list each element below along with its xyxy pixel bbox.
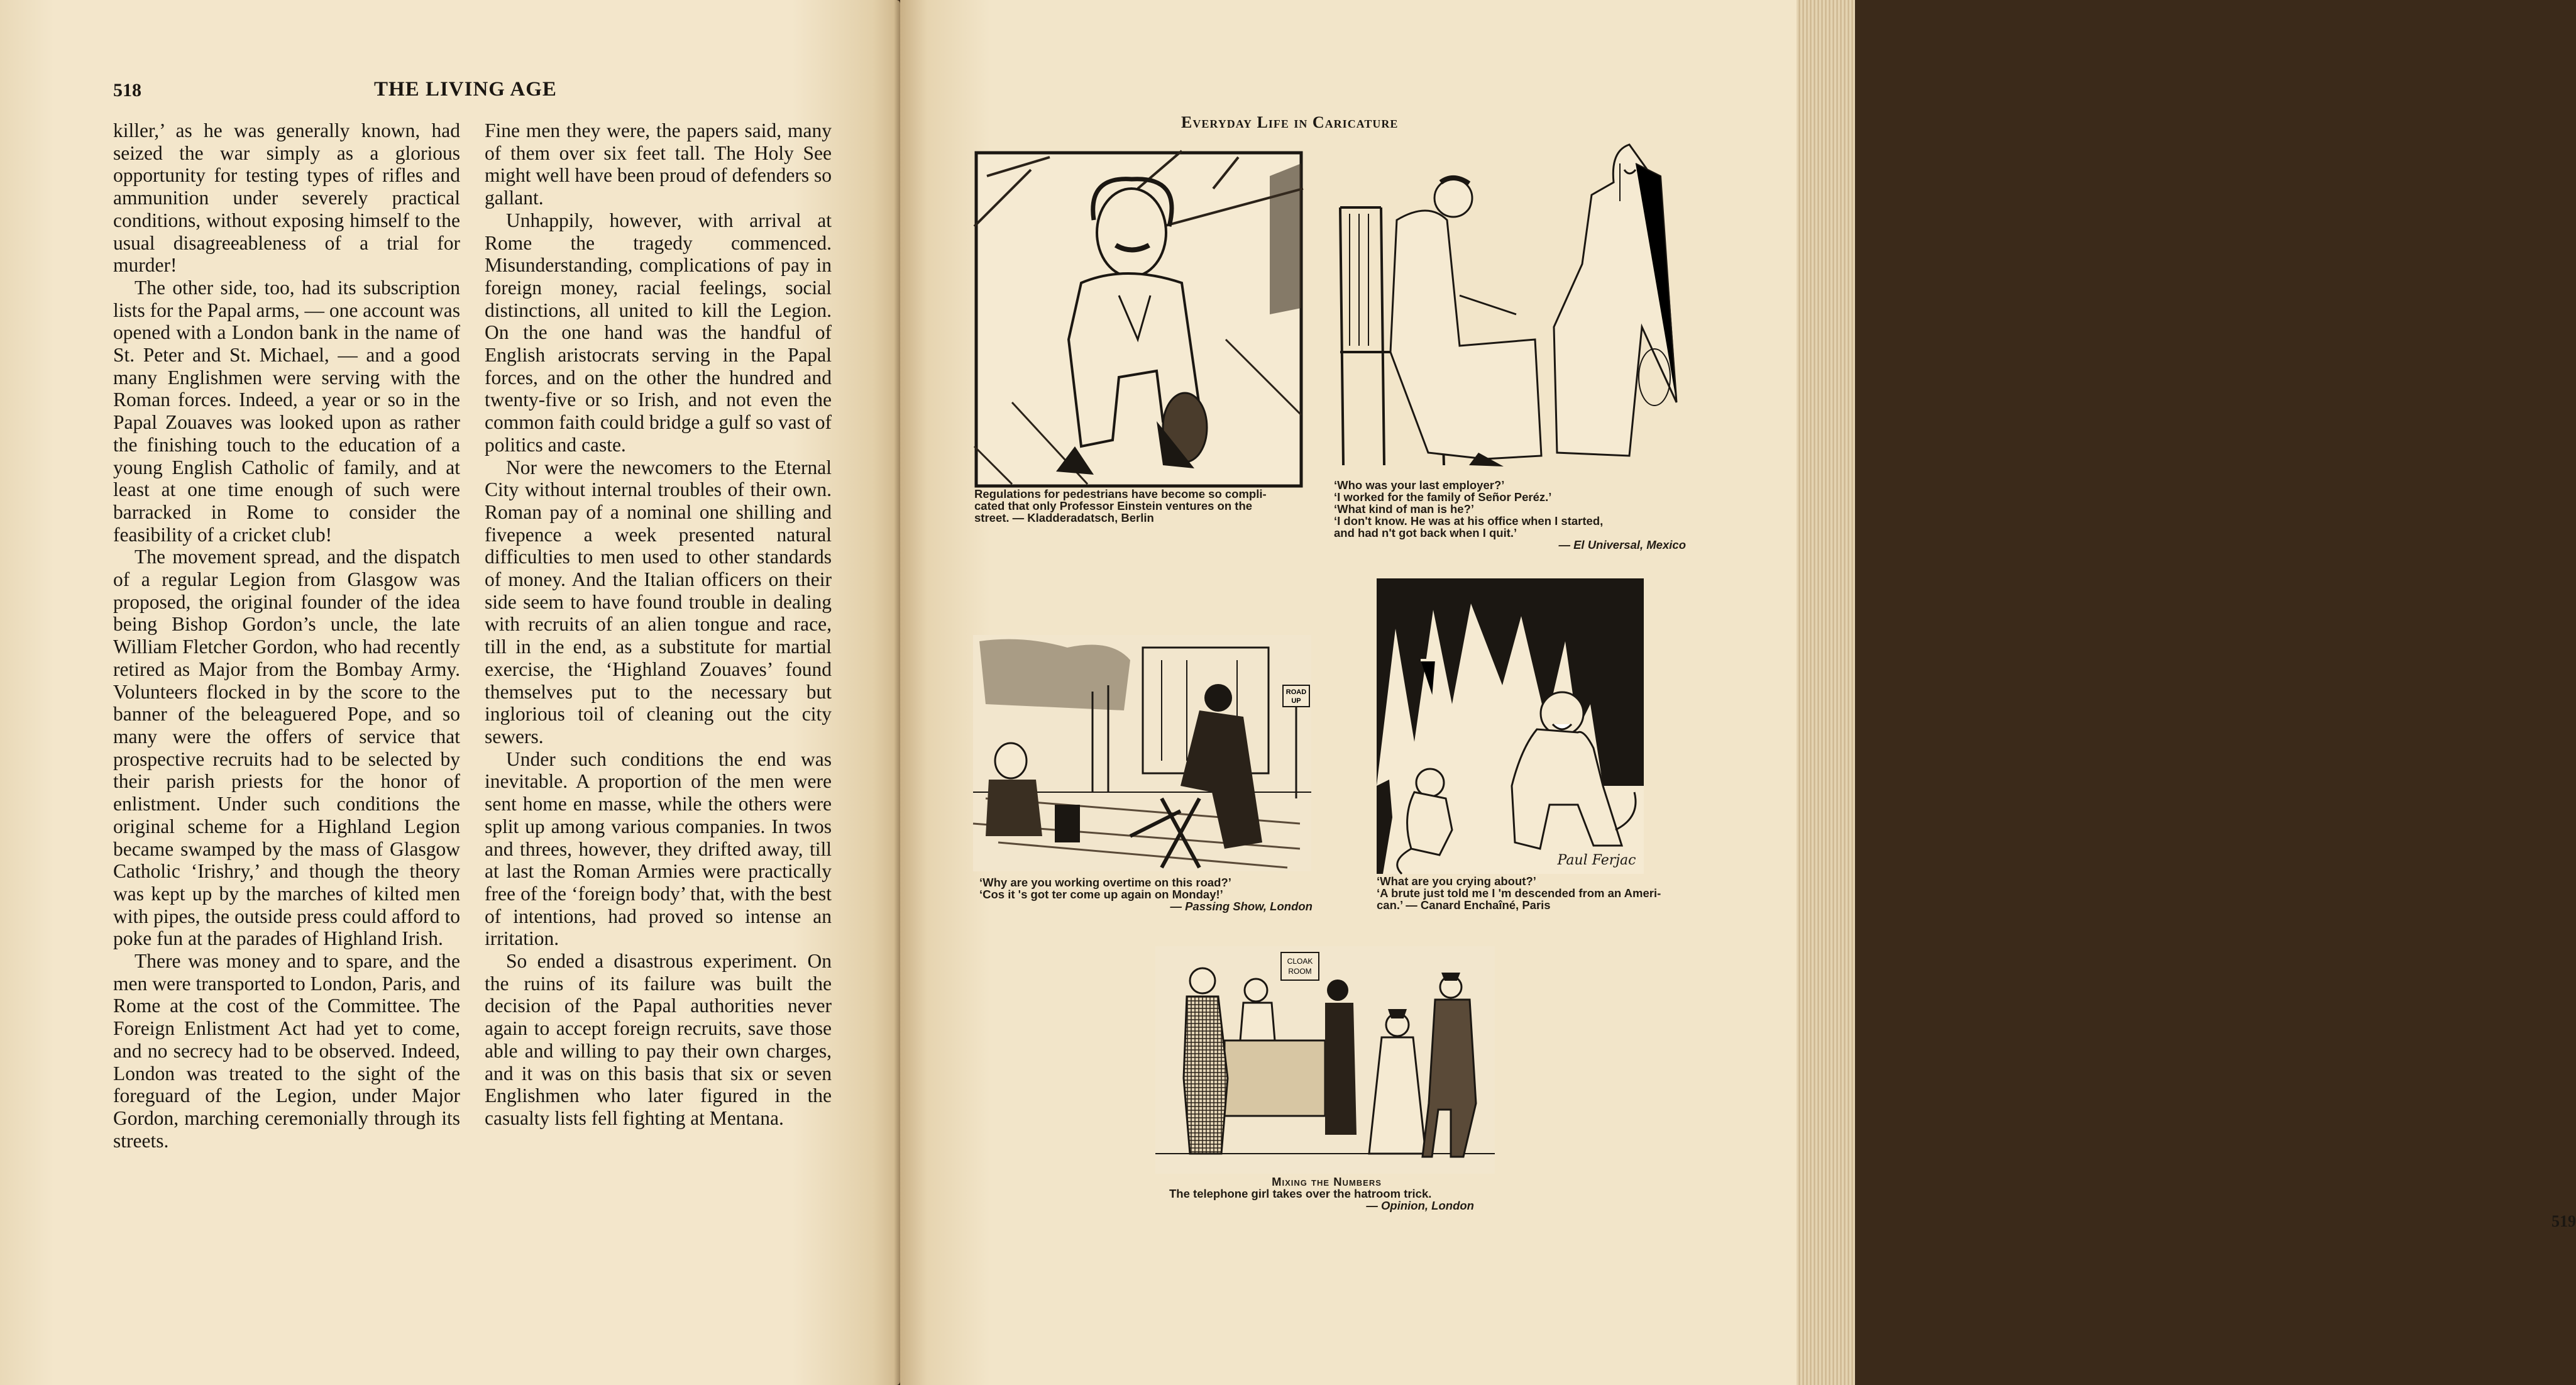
road-sign-line2: UP: [1291, 697, 1301, 705]
monkeys-illustration: [1377, 578, 1644, 874]
hatroom-caption-title: Mixing the Numbers: [1272, 1175, 1382, 1188]
hatroom-cartoon: [1155, 946, 1495, 1212]
einstein-caption: Regulations for pedestrians have become so compli- cated that only Professor Einstein ventures on the street. — Kladderadatsch, Berlin: [974, 487, 1267, 524]
einstein-illustration: [974, 151, 1303, 488]
einstein-cartoon: [974, 151, 1303, 524]
employer-caption: ‘Who was your last employer?’ ‘I worked for the family of Señor Peréz.’ ‘What kind of man is he?’ ‘I don't know. He was at his office when I started, and had n't got back when I quit.’ — El Universal, Mexico: [1334, 478, 1686, 551]
hatroom-caption: Mixing the Numbers The telephone girl takes over the hatroom trick. — Opinion, London: [1155, 1176, 1498, 1211]
text-column-1: [113, 119, 460, 1152]
section-heading: Everyday Life in Caricature: [1181, 113, 1399, 131]
paragraph: The other side, too, had its subscription lists for the Papal arms, — one account was opened with a London bank in the name of St. Peter and St. Michael, — and a good many Englishmen were serving with the Roman forces. Indeed, a year or so in the Papal Zouaves was looked upon as rather the finishing touch to the education of a young English Catholic of family, and at least at one time enough of such were barracked in Rome to consider the feasibility of a cricket club!: [113, 276, 460, 546]
artist-signature: Paul Ferjac: [1557, 853, 1636, 868]
hatroom-illustration: [1155, 946, 1495, 1174]
road-illustration: [973, 635, 1311, 871]
paragraph: The movement spread, and the dispatch of a regular Legion from Glasgow was proposed, the original founder of the idea being Bishop Gordon’s uncle, the late William Fletcher Gordon, who had recently retired as Major from the Bombay Army. Volunteers flocked in by the score to the banner of the beleaguered Pope, and so many were the offers of service that prospective recruits had to be selected by their parish priests for the honor of enlistment. Under such conditions the original scheme for a Highland Legion became swamped by the mass of Glasgow Catholic ‘Irishry,’ and though the theory was kept up by the marches of kilted men with pipes, the outside press could afford to poke fun at the parades of Highland Irish.: [113, 546, 460, 950]
paragraph: So ended a disastrous experiment. On the ruins of its failure was built the decision of the Papal authorities never again to accept foreign recruits, save those able and willing to pay their own charges, and it was on this basis that six or seven Englishmen who later figured in the casualty lists fell fighting at Mentana.: [485, 950, 832, 1129]
left-page: [0, 0, 900, 1385]
monkeys-caption: ‘What are you crying about?’ ‘A brute just told me I 'm descended from an Ameri- can.’ — Canard Enchaîné, Paris: [1377, 875, 1661, 912]
page-number-right: 519: [2551, 1212, 2576, 1230]
employer-illustration: [1334, 138, 1683, 475]
paragraph: Under such conditions the end was inevitable. A proportion of the men were sent home en masse, while the others were split up among various companies. In twos and threes, however, they drifted away, till at last the Roman Armies were practically free of the ‘foreign body’ that, with the best of intentions, had proved so intense an irritation.: [485, 748, 832, 950]
paragraph: Fine men they were, the papers said, many of them over six feet tall. The Holy See might well have been proud of defenders so gallant.: [485, 119, 832, 209]
road-sign-line1: ROAD: [1285, 688, 1307, 696]
paragraph: There was money and to spare, and the men were transported to London, Paris, and Rome at the cost of the Committee. The Foreign Enlistment Act had yet to come, and no secrecy had to be observed. Indeed, London was treated to the sight of the foreguard of the Legion, under Major Gordon, marching ceremonially through its streets.: [113, 950, 460, 1152]
cloakroom-sign-line1: CLOAK: [1287, 957, 1313, 966]
text-column-2: [485, 119, 832, 1130]
running-head: THE LIVING AGE: [374, 78, 557, 101]
cloakroom-sign-line2: ROOM: [1288, 967, 1312, 976]
page-edges: [1797, 0, 1855, 1385]
paragraph: Nor were the newcomers to the Eternal City without internal troubles of their own. Roman pay of a nominal one shilling and fivepence a week presented natural difficulties to men used to other standards of money. And the Italian officers on their side seem to have found trouble in dealing with recruits of an alien tongue and race, till in the end, as a substitute for martial exercise, the ‘Highland Zouaves’ found themselves put to the necessary but inglorious toil of cleaning out the city sewers.: [485, 456, 832, 748]
page-number-left: 518: [113, 80, 141, 101]
paragraph: Unhappily, however, with arrival at Rome the tragedy commenced. Misunderstanding, complications of pay in foreign money, racial feelings, social distinctions, all united to kill the Legion. On the one hand was the handful of English aristocrats serving in the Papal forces, and on the other the hundred and twenty-five or so Irish, and not even the common faith could bridge a gulf so vast of politics and caste.: [485, 209, 832, 456]
road-caption: ‘Why are you working overtime on this road?’ ‘Cos it 's got ter come up again on Monday!’ — Passing Show, London: [979, 876, 1313, 913]
monkeys-cartoon: [1377, 578, 1661, 912]
employer-cartoon: [1334, 138, 1686, 551]
paragraph: killer,’ as he was generally known, had seized the war simply as a glorious opportunity for testing types of rifles and ammunition under severely practical conditions, without exposing himself to the usual disagreeableness of a trial for murder!: [113, 119, 460, 277]
road-cartoon: [973, 635, 1313, 913]
